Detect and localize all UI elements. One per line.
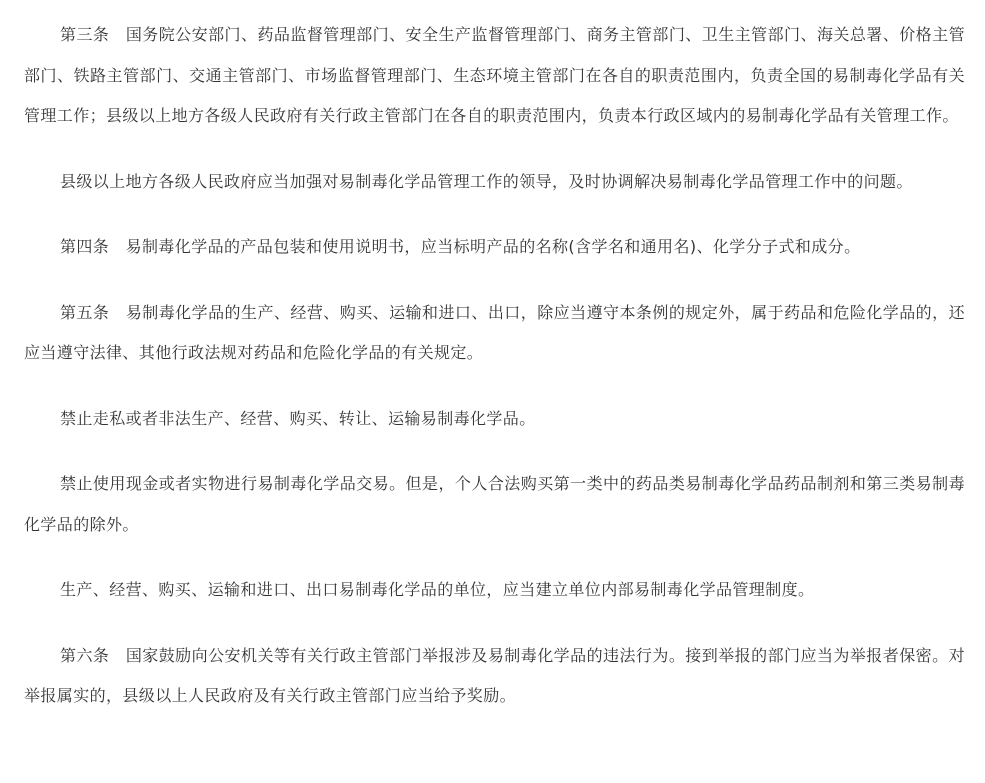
article-3-paragraph-2: 县级以上地方各级人民政府应当加强对易制毒化学品管理工作的领导，及时协调解决易制毒化学品管理工作中的问题。 bbox=[60, 171, 913, 191]
article-3-paragraph: 第三条 国务院公安部门、药品监督管理部门、安全生产监督管理部门、商务主管部门、卫生主管部门、海关总署、价格主管部门、铁路主管部门、交通主管部门、市场监督管理部门、生态环境主管部门在各自的职责范围内，负责全国的易制毒化学品有关管理工作；县级以上地方各级人民政府有关行政主管部门在各自的职责范围内，负责本行政区域内的易制毒化学品有关管理工作。 bbox=[24, 25, 965, 125]
article-6-paragraph: 第六条 国家鼓励向公安机关等有关行政主管部门举报涉及易制毒化学品的违法行为。接到举报的部门应当为举报者保密。对举报属实的，县级以上人民政府及有关行政主管部门应当给予奖励。 bbox=[24, 645, 965, 705]
article-5-paragraph-4: 生产、经营、购买、运输和进口、出口易制毒化学品的单位，应当建立单位内部易制毒化学品管理制度。 bbox=[60, 580, 815, 599]
article-5-paragraph-2: 禁止走私或者非法生产、经营、购买、转让、运输易制毒化学品。 bbox=[60, 408, 536, 428]
article-5-paragraph-3: 禁止使用现金或者实物进行易制毒化学品交易。但是，个人合法购买第一类中的药品类易制毒化学品药品制剂和第三类易制毒化学品的除外。 bbox=[24, 474, 965, 534]
article-5-paragraph: 第五条 易制毒化学品的生产、经营、购买、运输和进口、出口，除应当遵守本条例的规定外，属于药品和危险化学品的，还应当遵守法律、其他行政法规对药品和危险化学品的有关规定。 bbox=[24, 302, 965, 362]
article-4-paragraph: 第四条 易制毒化学品的产品包装和使用说明书，应当标明产品的名称(含学名和通用名)、化学分子式和成分。 bbox=[60, 237, 861, 256]
